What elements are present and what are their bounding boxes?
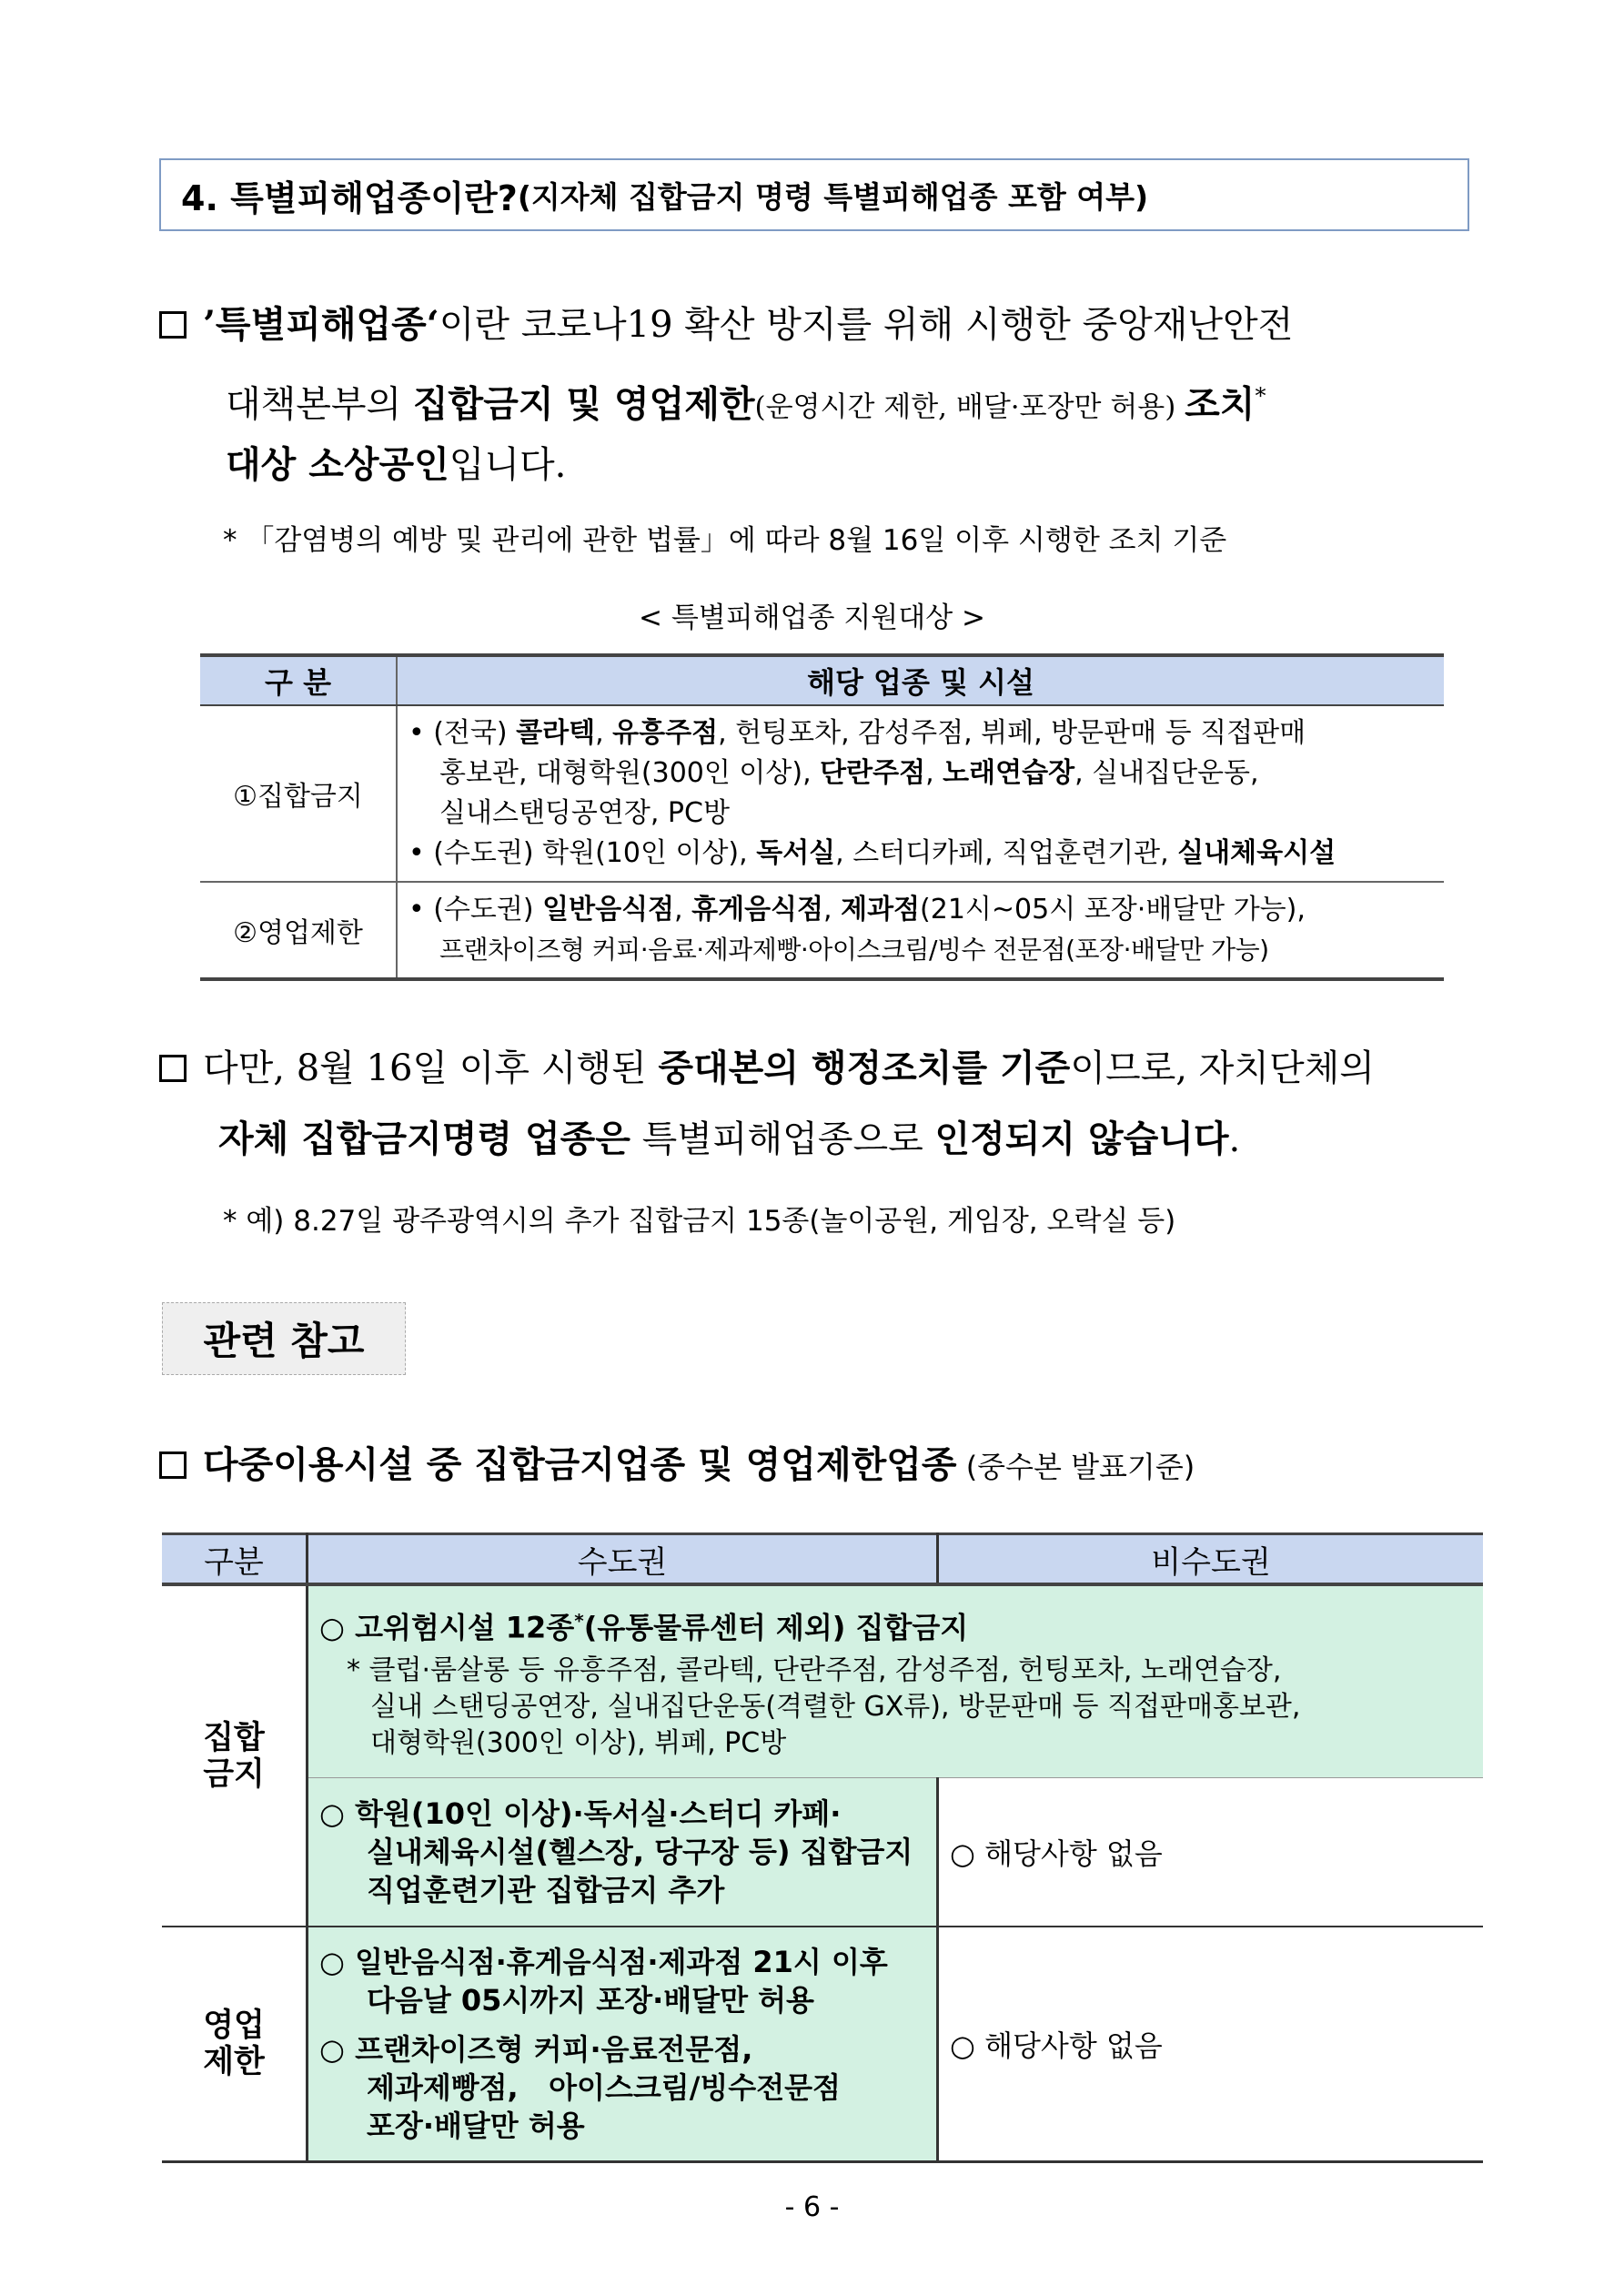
- para1-text: 대책본부의: [226, 383, 413, 426]
- row-content: [397, 705, 1444, 882]
- cell-bold: ○ 일반음식점·휴게음식점·제과점 21시 이후: [319, 1945, 888, 1979]
- page-number: - 6 -: [784, 2191, 840, 2223]
- para2-text: .: [1228, 1118, 1241, 1160]
- para1-line1: [159, 289, 1293, 360]
- checkbox-icon: [159, 1055, 187, 1082]
- table-row: [162, 1584, 1483, 1778]
- row-label-limit: [162, 1927, 308, 2162]
- cell-note: * 클럽·룸살롱 등 유흥주점, 콜라텍, 단란주점, 감성주점, 헌팅포차, 노래연습장,: [347, 1654, 1282, 1686]
- cell-text: , 헌팅포차, 감성주점, 뷔페, 방문판매 등 직접판매: [718, 717, 1306, 749]
- cell-text: • (수도권): [409, 894, 543, 925]
- limit-nonmetro-cell: ○ 해당사항 없음: [938, 1927, 1484, 2162]
- cell-text: ,: [674, 894, 692, 925]
- para2-line1: [159, 1033, 1375, 1104]
- ban-academy-cell: [308, 1778, 938, 1927]
- para2-text: 다만, 8월 16일 이후 시행된: [203, 1047, 659, 1089]
- cell-bold: 제과제빵점, 아이스크림/빙수전문점: [367, 2070, 841, 2105]
- cell-bold: 유흥주점: [612, 717, 719, 749]
- cell-note: 실내 스탠딩공연장, 실내집단운동(격렬한 GX류), 방문판매 등 직접판매홍보관,: [370, 1690, 1301, 1723]
- cell-text: , 스터디카페, 직업훈련기관,: [835, 837, 1178, 869]
- row-label-ban: [162, 1584, 308, 1927]
- cell-text: • (수도권) 학원(10인 이상),: [409, 837, 757, 869]
- limit-metro-cell: [308, 1927, 938, 2162]
- table-header-cell: 구분: [162, 1534, 308, 1585]
- para1-bold: 조치: [1185, 382, 1256, 426]
- checkbox-icon: [159, 311, 187, 339]
- row-label-text: 제한: [203, 2044, 265, 2080]
- row-label-text: 금지: [203, 1755, 265, 1793]
- ban-high-risk-cell: [308, 1584, 1484, 1778]
- table-header-cell: 수도권: [308, 1534, 938, 1585]
- para2-text: 특별피해업종으로: [630, 1118, 935, 1160]
- cell-text: 프랜차이즈형 커피·음료·제과제빵·아이스크림/빙수 전문점(포장·배달만 가능): [439, 935, 1269, 965]
- cell-text: ,: [823, 894, 842, 925]
- cell-bold: 콜라텍: [516, 717, 596, 749]
- para1-bold: 집합금지 및 영업제한: [412, 382, 755, 426]
- table-header-row: [200, 655, 1444, 705]
- support-caption: < 특별피해업종 지원대상 >: [639, 602, 985, 634]
- cell-bold: 실내체육시설: [1177, 837, 1337, 869]
- cell-text: ,: [595, 717, 613, 749]
- row-content: [397, 882, 1444, 979]
- cell-text: 실내스탠딩공연장, PC방: [439, 797, 730, 829]
- section-title: 4. 특별피해업종이란?: [181, 177, 518, 218]
- table-row: [200, 705, 1444, 882]
- cell-bold: 제과점: [841, 894, 921, 925]
- para1-text: 이란 코로나19 확산 방지를 위해 시행한 중앙재난안전: [439, 304, 1294, 346]
- section-subtitle: (지자체 집합금지 명령 특별피해업종 포함 여부): [517, 178, 1149, 215]
- row-label: ②영업제한: [200, 882, 397, 979]
- para2-bold: 중대본의 행정조치를 기준: [658, 1047, 1071, 1089]
- para2-bold: 자체 집합금지명령 업종은: [218, 1118, 630, 1160]
- para3-bold: 다중이용시설 중 집합금지업종 및 영업제한업종: [203, 1444, 957, 1486]
- para1-text: 입니다.: [449, 444, 567, 486]
- table-row: [162, 1927, 1483, 2162]
- table-header-cell: 비수도권: [938, 1534, 1484, 1585]
- table-header-row: [162, 1534, 1483, 1585]
- cell-text: ,: [925, 757, 943, 789]
- footnote-marker: *: [1255, 383, 1266, 409]
- cell-bold: (유통물류센터 제외) 집합금지: [583, 1610, 969, 1645]
- para2-line2: [218, 1104, 1240, 1175]
- cell-bold: 일반음식점: [542, 894, 675, 925]
- checkbox-icon: [159, 1451, 187, 1479]
- row-label-text: 집합: [203, 1719, 265, 1756]
- para1-paren: (운영시간 제한, 배달·포장만 허용): [754, 390, 1185, 424]
- facility-restriction-table: [162, 1532, 1483, 2163]
- table-row: [162, 1778, 1483, 1927]
- cell-bold: 직업훈련기관 집합금지 추가: [367, 1873, 725, 1907]
- cell-bold: 노래연습장: [943, 757, 1075, 789]
- cell-text: • (전국): [409, 717, 517, 749]
- cell-bold: 독서실: [756, 837, 836, 869]
- cell-bold: 포장·배달만 허용: [367, 2109, 585, 2143]
- cell-bold: 다음날 05시까지 포장·배달만 허용: [367, 1983, 814, 2018]
- para2-footnote: * 예) 8.27일 광주광역시의 추가 집합금지 15종(놀이공원, 게임장, 오락실 등): [223, 1205, 1176, 1238]
- row-label-text: 영업: [203, 2008, 265, 2044]
- cell-text: 홍보관, 대형학원(300인 이상),: [439, 757, 821, 789]
- section-heading-box: [159, 158, 1469, 231]
- cell-bold: ○ 학원(10인 이상)·독서실·스터디 카페·: [319, 1796, 842, 1831]
- ban-nonmetro-cell: ○ 해당사항 없음: [938, 1778, 1484, 1927]
- para1-line3: [226, 430, 566, 501]
- cell-bold: 실내체육시설(헬스장, 당구장 등) 집합금지: [367, 1835, 913, 1869]
- cell-text: (21시~05시 포장·배달만 가능),: [920, 894, 1306, 925]
- cell-bold: 휴게음식점: [691, 894, 824, 925]
- cell-bold: ○ 고위험시설 12종: [319, 1610, 575, 1645]
- cell-text: , 실내집단운동,: [1074, 757, 1259, 789]
- cell-note: 대형학원(300인 이상), 뷔페, PC방: [370, 1726, 787, 1759]
- para1-footnote: * 「감염병의 예방 및 관리에 관한 법률」에 따라 8월 16일 이후 시행한 조치 기준: [223, 524, 1227, 557]
- row-label: ①집합금지: [200, 705, 397, 882]
- table-header-cell: 구 분: [200, 655, 397, 705]
- cell-bold: 단란주점: [820, 757, 926, 789]
- footnote-marker: *: [574, 1610, 584, 1633]
- related-reference-tab: 관련 참고: [162, 1302, 406, 1375]
- para2-text: 이므로, 자치단체의: [1070, 1047, 1375, 1089]
- para3-line: [159, 1436, 1195, 1488]
- table-row: [200, 882, 1444, 979]
- term-highlight: ’특별피해업종‘: [203, 303, 439, 346]
- table-header-cell: 해당 업종 및 시설: [397, 655, 1444, 705]
- para1-bold: 대상 소상공인: [226, 443, 449, 486]
- support-target-table: [200, 653, 1444, 981]
- para3-sub: (중수본 발표기준): [956, 1450, 1195, 1484]
- cell-bold: ○ 프랜차이즈형 커피·음료전문점,: [319, 2032, 753, 2067]
- para2-bold: 인정되지 않습니다: [934, 1118, 1229, 1160]
